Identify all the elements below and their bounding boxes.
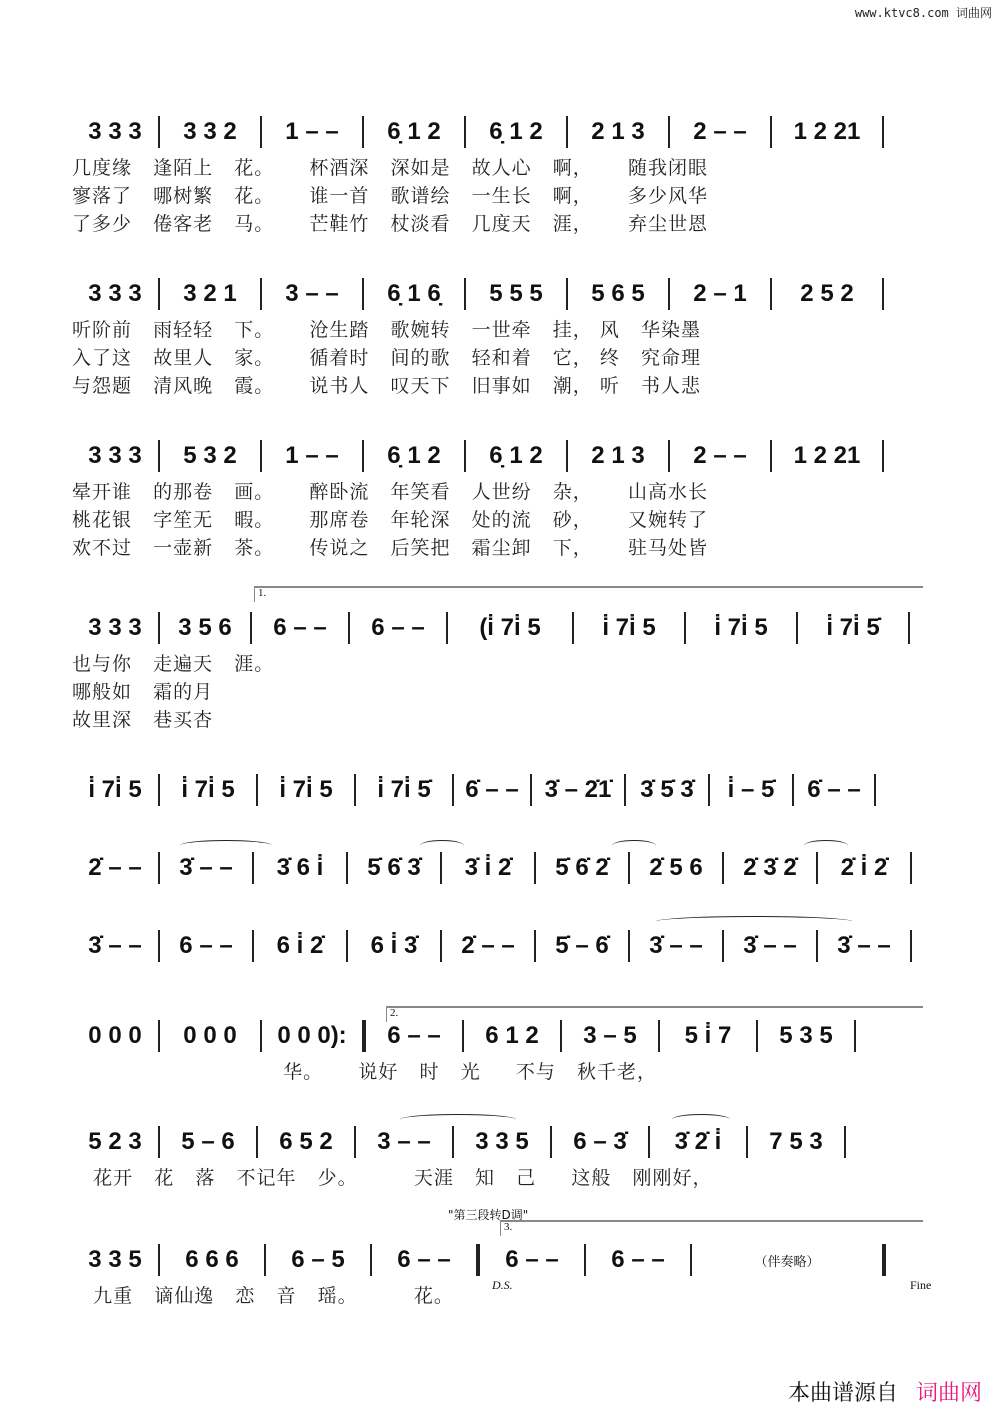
notes-line [72,848,932,888]
measure: i̇ 7i̇ 5̇ [826,614,880,641]
volta-bracket-2: 2. [386,1006,923,1022]
score-row-1 [72,112,932,236]
lyric-verse-1: 几度缘 逢陌上 花。 杯酒深 深如是 故人心 啊， 随我闭眼 [72,156,708,179]
measure: 3 – 5 [583,1022,637,1049]
lyric-line: 九重 谪仙逸 恋 音 瑶。 花。 [72,1284,454,1307]
measure: 0 0 0 [88,1022,142,1049]
measure: i̇ 7i̇ 5 [714,614,768,641]
measure: 3 3 3 [88,280,142,307]
lyric-verse-3: 与怨题 清风晚 霞。 说书人 叹天下 旧事如 潮， 听 书人悲 [72,374,701,397]
score-row-9 [72,1122,932,1190]
barline [854,1020,856,1052]
ds-marking: D.S. [492,1278,513,1292]
lyric-verse-1: 也与你 走遍天 涯。 [72,652,275,675]
source-label: 本曲谱源自 [787,1381,898,1406]
measure: 2̇ – – [461,932,515,959]
fine-marking: Fine [910,1278,932,1292]
measure: 7 5 3 [769,1128,823,1155]
notes-line [72,1122,932,1162]
measure: 3 – – [377,1128,431,1155]
measure: 6 5 2 [279,1128,333,1155]
notes-line [72,1240,932,1280]
measure: 2 1 3 [591,442,645,469]
notes-line [72,274,932,314]
measure: 6̇ – – [807,776,861,803]
barline [910,852,912,884]
measure: 3̇ 5̇ 3̇ [640,776,694,803]
lyric-verse-1: 听阶前 雨轻轻 下。 沧生踏 歌婉转 一世牵 挂， 风 华染墨 [72,318,701,341]
measure: 6̣ 1 2 [387,442,441,469]
measure: 6 – – [505,1246,559,1273]
barline [908,612,910,644]
measure: 6 – – [273,614,327,641]
score-row-4 [72,608,932,732]
measure: 2̇ 3̇ 2̇ [743,854,797,881]
measure: 2 5 2 [800,280,854,307]
measure: 3̇ i̇ 2̇ [464,854,512,881]
notes-line [72,608,932,648]
score-row-6 [72,848,932,888]
measure: 1 2 21 [793,442,861,469]
measure: i̇ – 5̇ [727,776,775,803]
measure: 6 – 5 [291,1246,345,1273]
barline [844,1126,846,1158]
measure: 3 – – [285,280,339,307]
measure: (i̇ 7i̇ 5 [479,614,541,641]
measure: 6 – – [371,614,425,641]
measure: 6 i̇ 3̇ [370,932,418,959]
lyric-line: 华。 说好 时 光 不与 秋千老， [72,1060,657,1083]
measure: 3 3 2 [183,118,237,145]
measure: 5̇ 6̇ 3̇ [367,854,421,881]
score-row-3 [72,436,932,560]
barline [874,774,876,806]
score-row-5 [72,770,932,810]
score-row-2 [72,274,932,398]
measure: 6̇ – – [465,776,519,803]
barline [882,278,884,310]
measure: 2 – – [693,442,747,469]
measure: 3̇ – 2̇1̇ [544,776,612,803]
measure: 1 – – [285,442,339,469]
barline [882,116,884,148]
watermark: www.ktvc8.com 词曲网 [854,6,992,20]
barline [910,930,912,962]
measure: 6 – – [397,1246,451,1273]
measure: 3̇ 6 i̇ [276,854,324,881]
measure: 2̇ 5 6 [649,854,703,881]
notes-line [72,436,932,476]
measure: 5 2 3 [88,1128,142,1155]
lyric-line: 花开 花 落 不记年 少。 天涯 知 己 这般 刚刚好， [72,1166,713,1189]
measure: 3 2 1 [183,280,237,307]
lyric-verse-2: 桃花银 字笙无 暇。 那席卷 年轮深 处的流 砂， 又婉转了 [72,508,708,531]
measure: i̇ 7i̇ 5 [181,776,235,803]
measure: 1 2 21 [793,118,861,145]
measure: 2̇ – – [88,854,142,881]
measure: 5 5 5 [489,280,543,307]
measure: 6 i̇ 2̇ [276,932,324,959]
measure: 5 6 5 [591,280,645,307]
lyric-verse-2: 哪般如 霜的月 [72,680,214,703]
measure: 2̇ i̇ 2̇ [840,854,888,881]
score-row-7 [72,926,932,966]
measure: 3 3 3 [88,614,142,641]
measure: i̇ 7i̇ 5 [279,776,333,803]
measure: 3̇ – – [179,854,233,881]
measure: 3 3 5 [88,1246,142,1273]
measure: 6 – 3̇ [573,1128,627,1155]
score-row-10 [72,1240,932,1308]
measure: 2 1 3 [591,118,645,145]
notes-line [72,112,932,152]
barline [882,440,884,472]
measure: 5 3 2 [183,442,237,469]
measure: 3 3 3 [88,442,142,469]
measure: 2 – 1 [693,280,747,307]
measure: 6 1 2 [485,1022,539,1049]
lyric-verse-2: 入了这 故里人 家。 循着时 间的歌 轻和着 它， 终 究命理 [72,346,701,369]
measure: 6̣ 1 2 [489,118,543,145]
final-barline [882,1244,886,1276]
lyric-verse-1: 晕开谁 的那卷 画。 醉卧流 年笑看 人世纷 杂， 山高水长 [72,480,708,503]
measure: 6 6 6 [185,1246,239,1273]
measure: 5 i̇ 7 [684,1022,732,1049]
measure: 5 – 6 [181,1128,235,1155]
measure: 5̇ – 6̇ [555,932,609,959]
measure: 5̇ 6̇ 2̇ [555,854,609,881]
measure: 3̇ – – [88,932,142,959]
measure: 6̣ 1 2 [387,118,441,145]
measure: 1 – – [285,118,339,145]
measure: 5 3 5 [779,1022,833,1049]
lyric-verse-3: 故里深 巷买杏 [72,708,214,731]
measure: 3 5 6 [178,614,232,641]
notes-line [72,926,932,966]
measure: 3̇ – – [743,932,797,959]
lyric-verse-2: 寥落了 哪树繁 花。 谁一首 歌谱绘 一生长 啊， 多少风华 [72,184,708,207]
measure: 3̇ 2̇ i̇ [674,1128,722,1155]
measure: 6̣ 1 6̣ [387,280,441,307]
measure: 3̇ – – [837,932,891,959]
measure: 0 0 0): [277,1022,347,1049]
measure: i̇ 7i̇ 5 [602,614,656,641]
score-row-8 [72,1016,932,1084]
lyric-verse-3: 了多少 倦客老 马。 芒鞋竹 杖淡看 几度天 涯， 弃尘世恩 [72,212,708,235]
key-change-annotation: "第三段转D调" [448,1208,529,1222]
measure: 2 – – [693,118,747,145]
notes-line [72,1016,932,1056]
measure: 6 – – [387,1022,441,1049]
volta-bracket-3: 3. [500,1220,923,1236]
measure: 3 3 5 [475,1128,529,1155]
notes-line [72,770,932,810]
measure: i̇ 7i̇ 5 [88,776,142,803]
measure: 3 3 3 [88,118,142,145]
volta-bracket-1: 1. [254,586,923,602]
measure: i̇ 7i̇ 5̇ [377,776,431,803]
measure: 3̇ – – [649,932,703,959]
accompaniment-omitted: （伴奏略） [754,1253,820,1269]
measure: 6 – – [179,932,233,959]
brand-link[interactable]: 词曲网 [915,1381,982,1406]
source-footer [788,1376,982,1407]
measure: 6̣ 1 2 [489,442,543,469]
measure: 6 – – [611,1246,665,1273]
measure: 0 0 0 [183,1022,237,1049]
lyric-verse-3: 欢不过 一壶新 茶。 传说之 后笑把 霜尘卸 下， 驻马处皆 [72,536,708,559]
